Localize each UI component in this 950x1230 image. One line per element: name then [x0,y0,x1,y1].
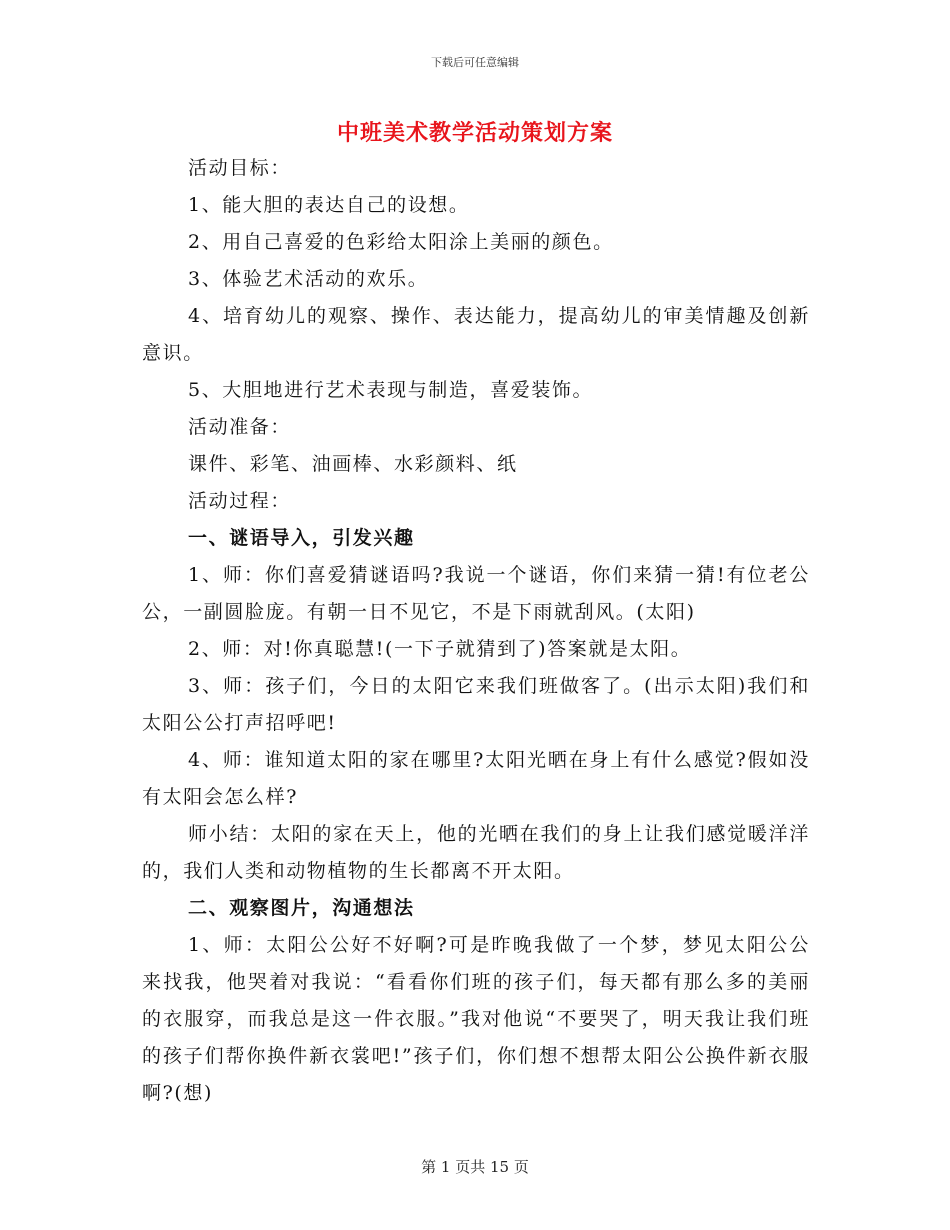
process-step: 3、师：孩子们，今日的太阳它来我们班做客了。(出示太阳)我们和太阳公公打声招呼吧! [142,675,810,734]
goal-item: 1、能大胆的表达自己的设想。 [188,194,470,216]
process-step: 1、师：你们喜爱猜谜语吗?我说一个谜语，你们来猜一猜!有位老公公，一副圆脸庞。有朝一日不见它，不是下雨就刮风。(太阳) [142,564,810,623]
teacher-summary: 师小结：太阳的家在天上，他的光晒在我们的身上让我们感觉暖洋洋的，我们人类和动物植物的生长都离不开太阳。 [142,823,810,882]
subsection-heading-observe: 二、观察图片，沟通想法 [188,897,415,919]
process-step: 2、师：对!你真聪慧!(一下子就猜到了)答案就是太阳。 [188,638,692,660]
goal-item: 3、体验艺术活动的欢乐。 [188,268,429,290]
section-heading-process: 活动过程： [188,490,292,512]
goal-item: 4、培育幼儿的观察、操作、表达能力，提高幼儿的审美情趣及创新意识。 [142,305,810,364]
section-heading-preparation: 活动准备： [188,416,292,438]
goal-item: 2、用自己喜爱的色彩给太阳涂上美丽的颜色。 [188,231,614,253]
preparation-materials: 课件、彩笔、油画棒、水彩颜料、纸 [188,453,518,475]
subsection-heading-riddle: 一、谜语导入，引发兴趣 [188,527,415,549]
process-step: 1、师：太阳公公好不好啊?可是昨晚我做了一个梦，梦见太阳公公来找我，他哭着对我说：“看看你们班的孩子们，每天都有那么多的美丽的衣服穿，而我总是这一件衣服。”我对他说“不要哭了，明天我让我们班的孩子们帮你换件新衣裳吧!”孩子们，你们想不想帮太阳公公换件新衣服啊?(想) [142,934,810,1104]
section-heading-goals: 活动目标： [188,157,292,179]
page-footer: 第 1 页共 15 页 [421,1158,529,1176]
goal-item: 5、大胆地进行艺术表现与制造，喜爱装饰。 [188,379,594,401]
header-note: 下载后可任意编辑 [431,56,519,69]
document-body [142,150,810,1112]
document-title: 中班美术教学活动策划方案 [336,120,613,146]
process-step: 4、师：谁知道太阳的家在哪里?太阳光晒在身上有什么感觉?假如没有太阳会怎么样? [142,749,810,808]
